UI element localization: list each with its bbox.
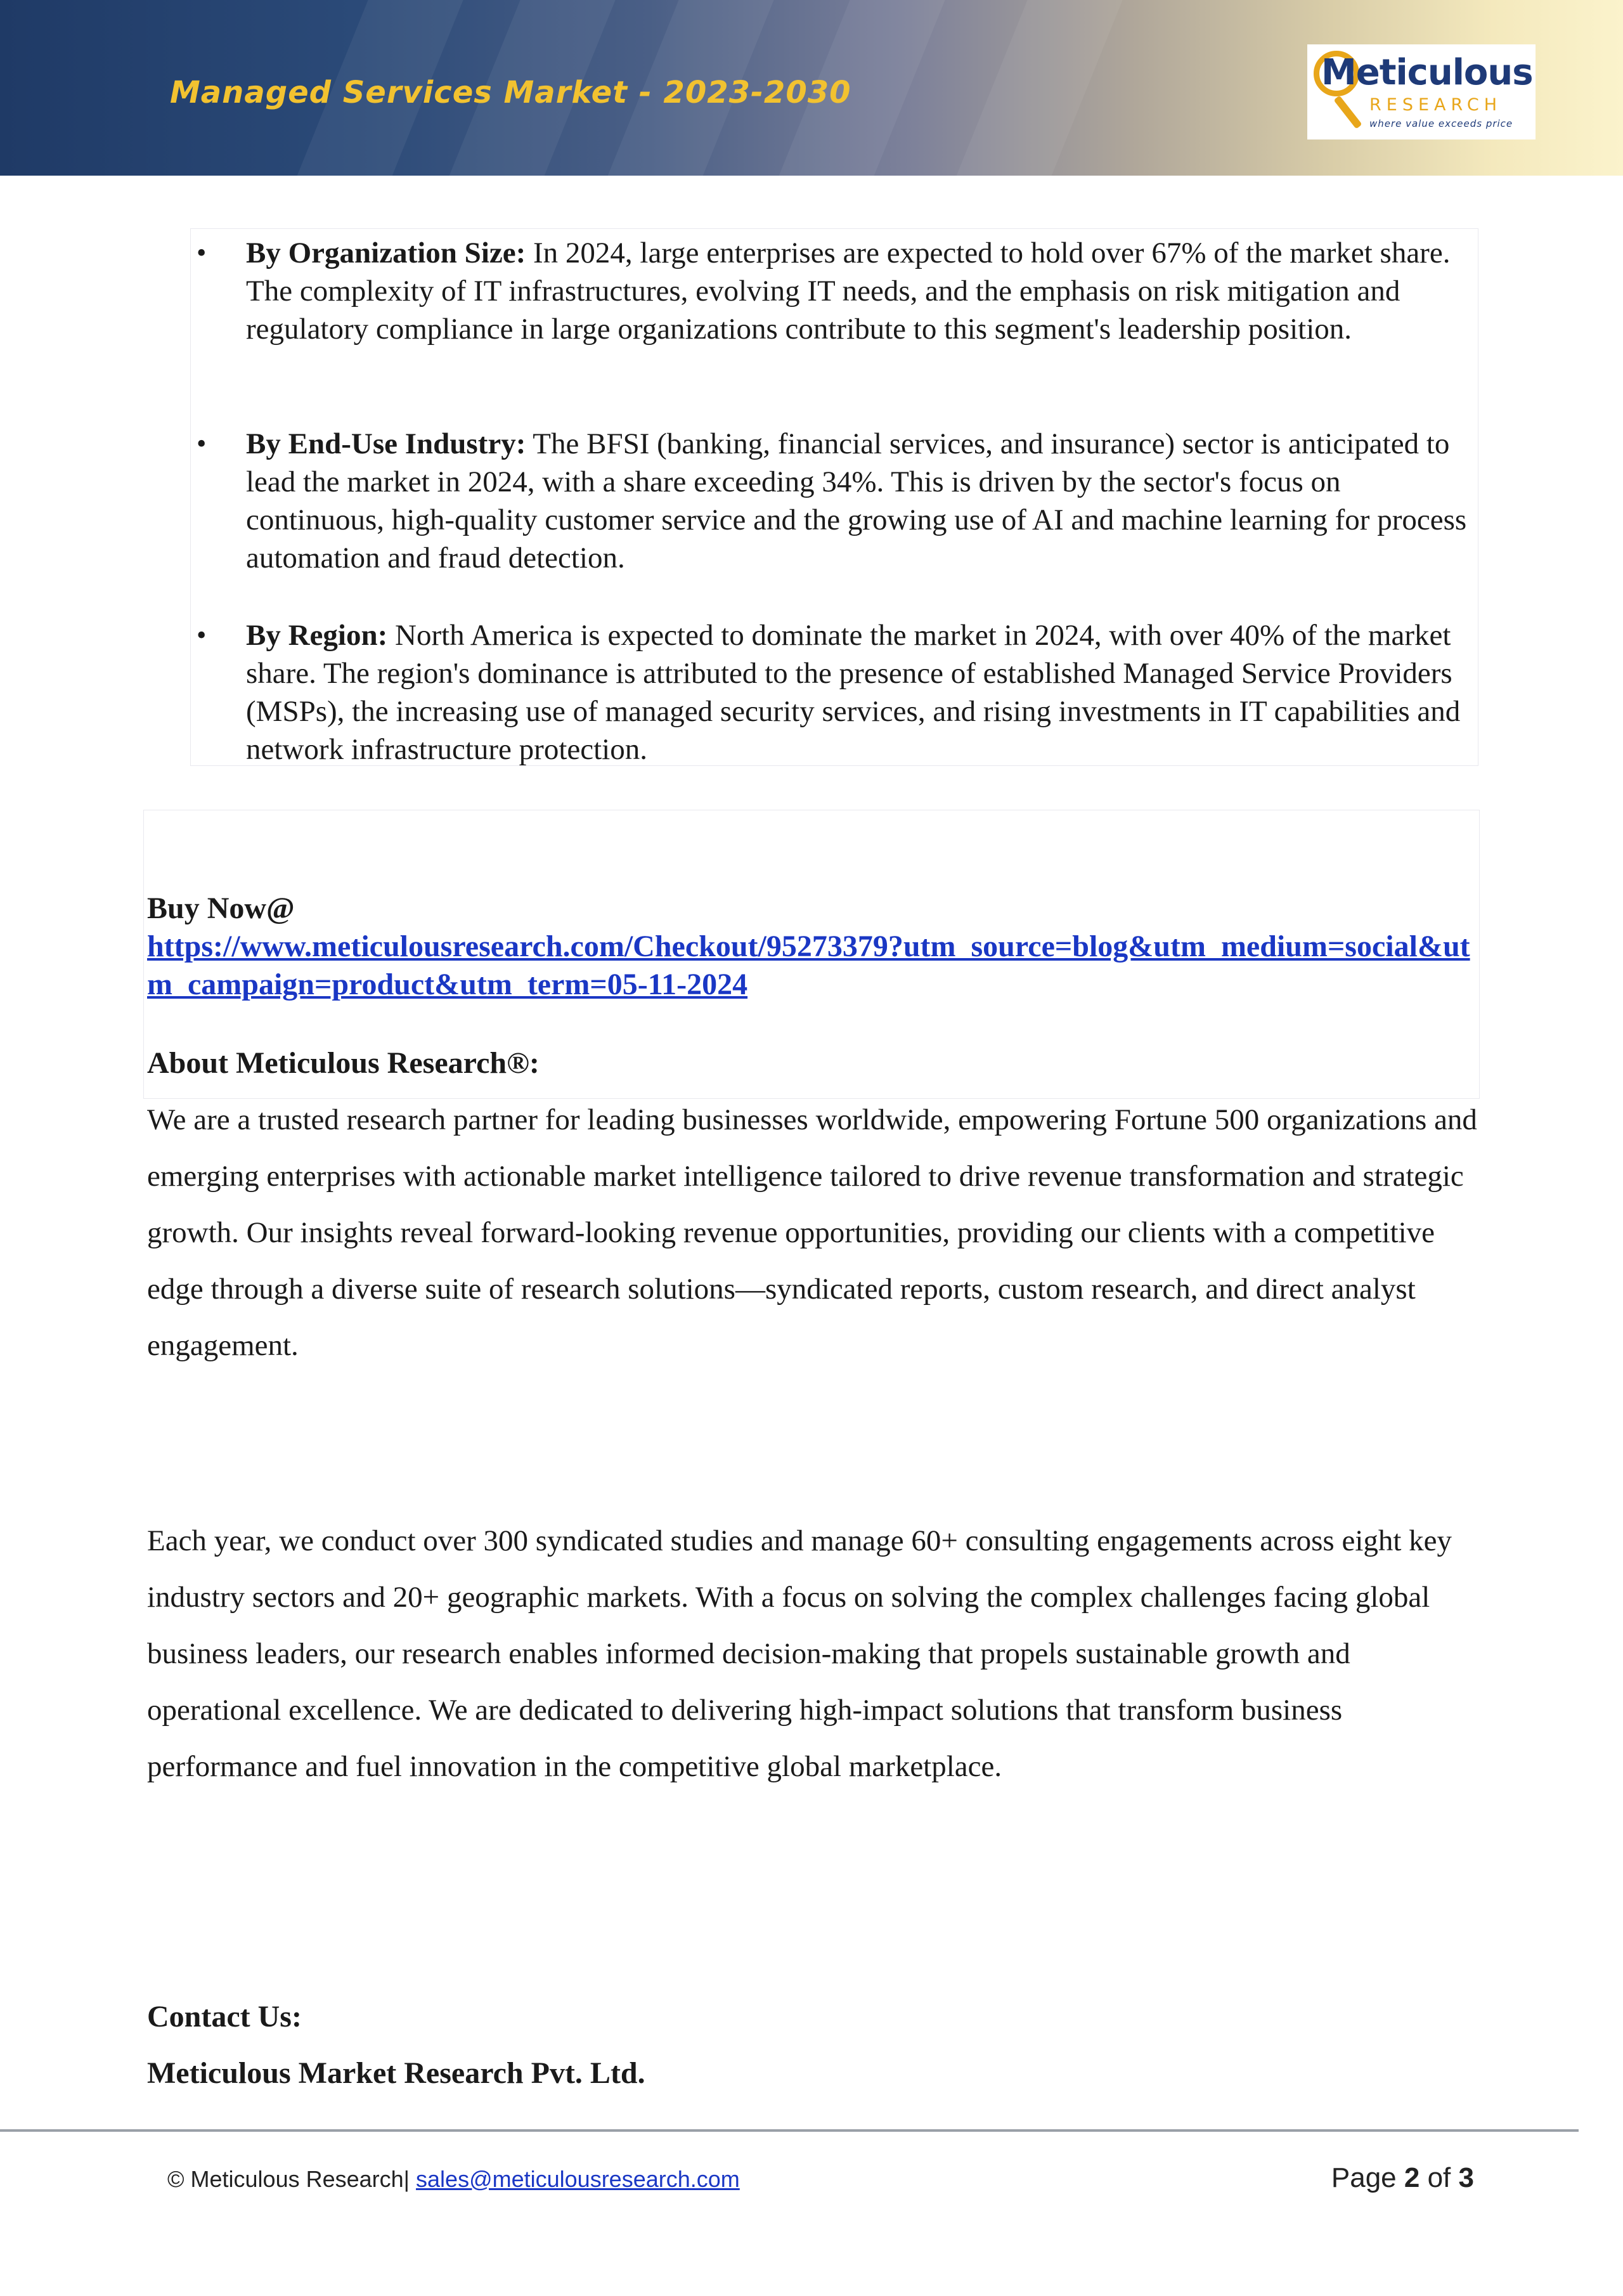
page-total: 3 (1458, 2162, 1474, 2193)
document-title: Managed Services Market - 2023-2030 (170, 75, 851, 110)
buy-now-link[interactable]: https://www.meticulousresearch.com/Checkout/95273379?utm_source=blog&utm_medium=social&utm_campaign=product&utm_term=05-11-2024 (147, 930, 1470, 1001)
copyright-text: © Meticulous Research| (167, 2166, 417, 2192)
page-mid: of (1419, 2162, 1459, 2193)
bullet-label: By Region: (246, 619, 388, 652)
bullet-end-use-industry (246, 425, 1482, 577)
bullet-region (246, 616, 1482, 769)
magnifier-handle (1333, 95, 1362, 129)
footer-divider (0, 2129, 1579, 2132)
about-heading: About Meticulous Research®: (147, 1046, 540, 1080)
buy-now-label: Buy Now@ (147, 892, 295, 925)
logo-wordmark: Meticulous (1321, 52, 1533, 93)
about-paragraph-2: Each year, we conduct over 300 syndicated studies and manage 60+ consulting engagements across eight key industry sectors and 20+ geographic markets. With a focus on solving the complex challenges facing global business leaders, our research enables informed decision-making that propels sustainable growth and operational excellence. We are dedicated to delivering high-impact solutions that transform business performance and fuel innovation in the competitive global marketplace. (147, 1524, 1452, 1783)
contact-company: Meticulous Market Research Pvt. Ltd. (147, 2056, 645, 2090)
page-number (1331, 2162, 1474, 2194)
email-link[interactable]: sales@meticulousresearch.com (416, 2166, 740, 2192)
banner-stripe (940, 0, 1133, 176)
bullet-organization-size (246, 234, 1482, 348)
about-paragraph-1: We are a trusted research partner for leading businesses worldwide, empowering Fortune 500 organizations and emerging enterprises with actionable market intelligence tailored to drive revenue transformation and strategic growth. Our insights reveal forward-looking revenue opportunities, providing our clients with a competitive edge through a diverse suite of research solutions—syndicated reports, custom research, and direct analyst engagement. (147, 1103, 1477, 1362)
logo-subtitle: RESEARCH (1369, 95, 1503, 115)
contact-heading: Contact Us: (147, 2000, 302, 2033)
footer-copyright (167, 2166, 740, 2193)
bullet-label: By Organization Size: (246, 237, 526, 269)
logo-tagline: where value exceeds price (1369, 118, 1513, 129)
bullet-text: In 2024, large enterprises are expected to hold over 67% of the market share. The complexity of IT infrastructures, evolving IT needs, and the emphasis on risk mitigation and regulatory compliance in large organizations contribute to this segment's leadership position. (246, 237, 1451, 346)
page-current: 2 (1404, 2162, 1420, 2193)
bullet-text: The BFSI (banking, financial services, and insurance) sector is anticipated to lead the market in 2024, with a share exceeding 34%. This is driven by the sector's focus on continuous, high-quality customer service and the growing use of AI and machine learning for process automation and fraud detection. (246, 427, 1467, 574)
header-banner (0, 0, 1623, 176)
bullet-label: By End-Use Industry: (246, 427, 526, 460)
page-prefix: Page (1331, 2162, 1404, 2193)
bullet-text: North America is expected to dominate the market in 2024, with over 40% of the market share. The region's dominance is attributed to the presence of established Managed Service Providers (MSPs), the increasing use of managed security services, and rising investments in IT capabilities and network infrastructure protection. (246, 619, 1461, 766)
company-logo (1307, 44, 1536, 139)
